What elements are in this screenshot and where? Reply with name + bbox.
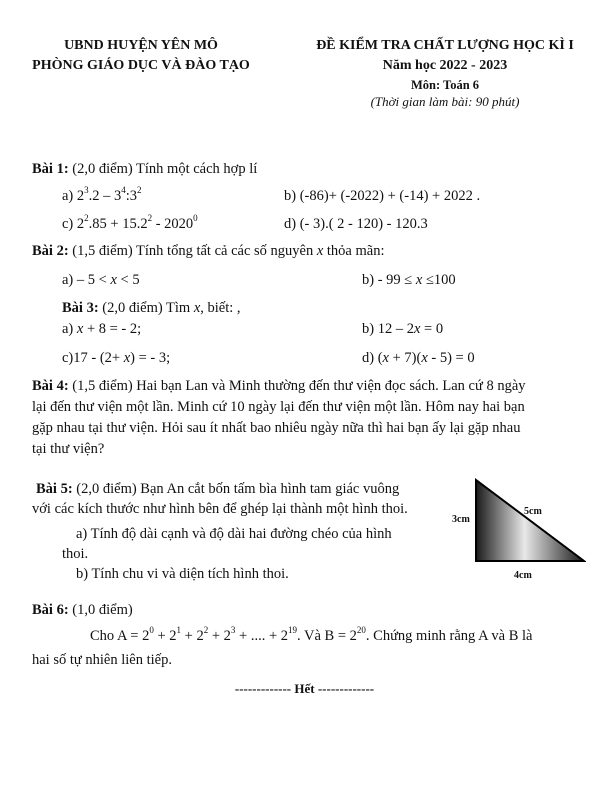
bai6-line2: hai số tự nhiên liên tiếp. bbox=[32, 652, 172, 668]
bai5-a2: thoi. bbox=[62, 546, 89, 562]
bai1-a: a) $2^3.2$ – $3^4:3^2$ bbox=[62, 185, 142, 204]
bai1-d: d) (- 3).( 2 - 120) - 120.3 bbox=[284, 216, 428, 232]
fig-label-hyp: 5cm bbox=[524, 506, 542, 517]
bai2-heading: Bài 2: (1,5 điểm) Tính tổng tất cả các số nguyên x thỏa mãn: bbox=[32, 243, 385, 259]
triangle-shape bbox=[476, 480, 584, 561]
header-left-line2: PHÒNG GIÁO DỤC VÀ ĐÀO TẠO bbox=[32, 58, 250, 73]
header-right-line4: (Thời gian làm bài: 90 phút) bbox=[370, 94, 520, 109]
right-triangle-figure bbox=[474, 478, 586, 563]
bai1-b: b) (-86)+ (-2022) + (-14) + 2022 . bbox=[284, 188, 481, 204]
header-right-line3: Môn: Toán 6 bbox=[410, 78, 480, 92]
bai2-a: a) – 5 < x < 5 bbox=[62, 272, 140, 288]
bai5-label: Bài 5: bbox=[36, 481, 73, 497]
bai1-text: (2,0 điểm) Tính một cách hợp lí bbox=[68, 161, 258, 177]
bai3-a: a) x + 8 = - 2; bbox=[62, 321, 142, 337]
bai2-b: b) - 99 ≤ x ≤100 bbox=[362, 272, 456, 288]
bai6-heading: Bài 6: (1,0 điểm) bbox=[32, 602, 133, 618]
bai1-label: Bài 1: bbox=[32, 161, 69, 177]
bai5-b: b) Tính chu vi và diện tích hình thoi. bbox=[76, 566, 289, 582]
bai3-label: Bài 3: bbox=[62, 300, 99, 316]
bai4-line4: tại thư viện? bbox=[32, 441, 105, 457]
header-left-line1: UBND HUYỆN YÊN MÔ bbox=[64, 38, 218, 53]
bai3-d: d) (x + 7)(x - 5) = 0 bbox=[362, 350, 475, 366]
bai6-line1: Cho $A = 2^0 + 2^1 + 2^2 + 2^3$ + .... + $2^{19}$. Và $B = 2^{20}$. Chứng minh rằng A và B là bbox=[90, 625, 533, 644]
bai1-c: c) $2^2.85 + 15.2^2 - 2020^0$ bbox=[62, 213, 198, 232]
footer-end: ------------- Hết ------------- bbox=[234, 681, 375, 696]
bai3-heading: Bài 3: (2,0 điểm) Tìm x, biết: , bbox=[62, 300, 241, 316]
fig-label-left: 3cm bbox=[452, 514, 470, 525]
bai4-label: Bài 4: bbox=[32, 378, 69, 394]
bai2-label: Bài 2: bbox=[32, 243, 69, 259]
bai3-b: b) 12 – 2x = 0 bbox=[362, 321, 444, 337]
bai4-line2: lại đến thư viện một lần. Minh cứ 10 ngày lại đến thư viện một lần. Hôm nay hai bạn bbox=[32, 399, 525, 415]
bai3-c: c)17 - (2+ x) = - 3; bbox=[62, 350, 171, 366]
bai4-line3: gặp nhau tại thư viện. Hỏi sau ít nhất bao nhiêu ngày nữa thì hai bạn ấy lại gặp nhau bbox=[32, 420, 521, 436]
bai4-line1: Bài 4: (1,5 điểm) Hai bạn Lan và Minh thường đến thư viện đọc sách. Lan cứ 8 ngày bbox=[32, 378, 526, 394]
bai5-line2: với các kích thước như hình bên để ghép lại thành một hình thoi. bbox=[32, 501, 408, 517]
header-right-line2: Năm học 2022 - 2023 bbox=[382, 58, 508, 73]
bai5-line1: Bài 5: (2,0 điểm) Bạn An cắt bốn tấm bìa hình tam giác vuông bbox=[36, 481, 400, 497]
bai1-heading bbox=[32, 161, 257, 178]
bai6-label: Bài 6: bbox=[32, 602, 69, 618]
bai5-a1: a) Tính độ dài cạnh và độ dài hai đường chéo của hình bbox=[76, 526, 392, 542]
header-right-line1: ĐỀ KIỂM TRA CHẤT LƯỢNG HỌC KÌ I bbox=[316, 38, 574, 53]
fig-label-bottom: 4cm bbox=[514, 570, 532, 581]
